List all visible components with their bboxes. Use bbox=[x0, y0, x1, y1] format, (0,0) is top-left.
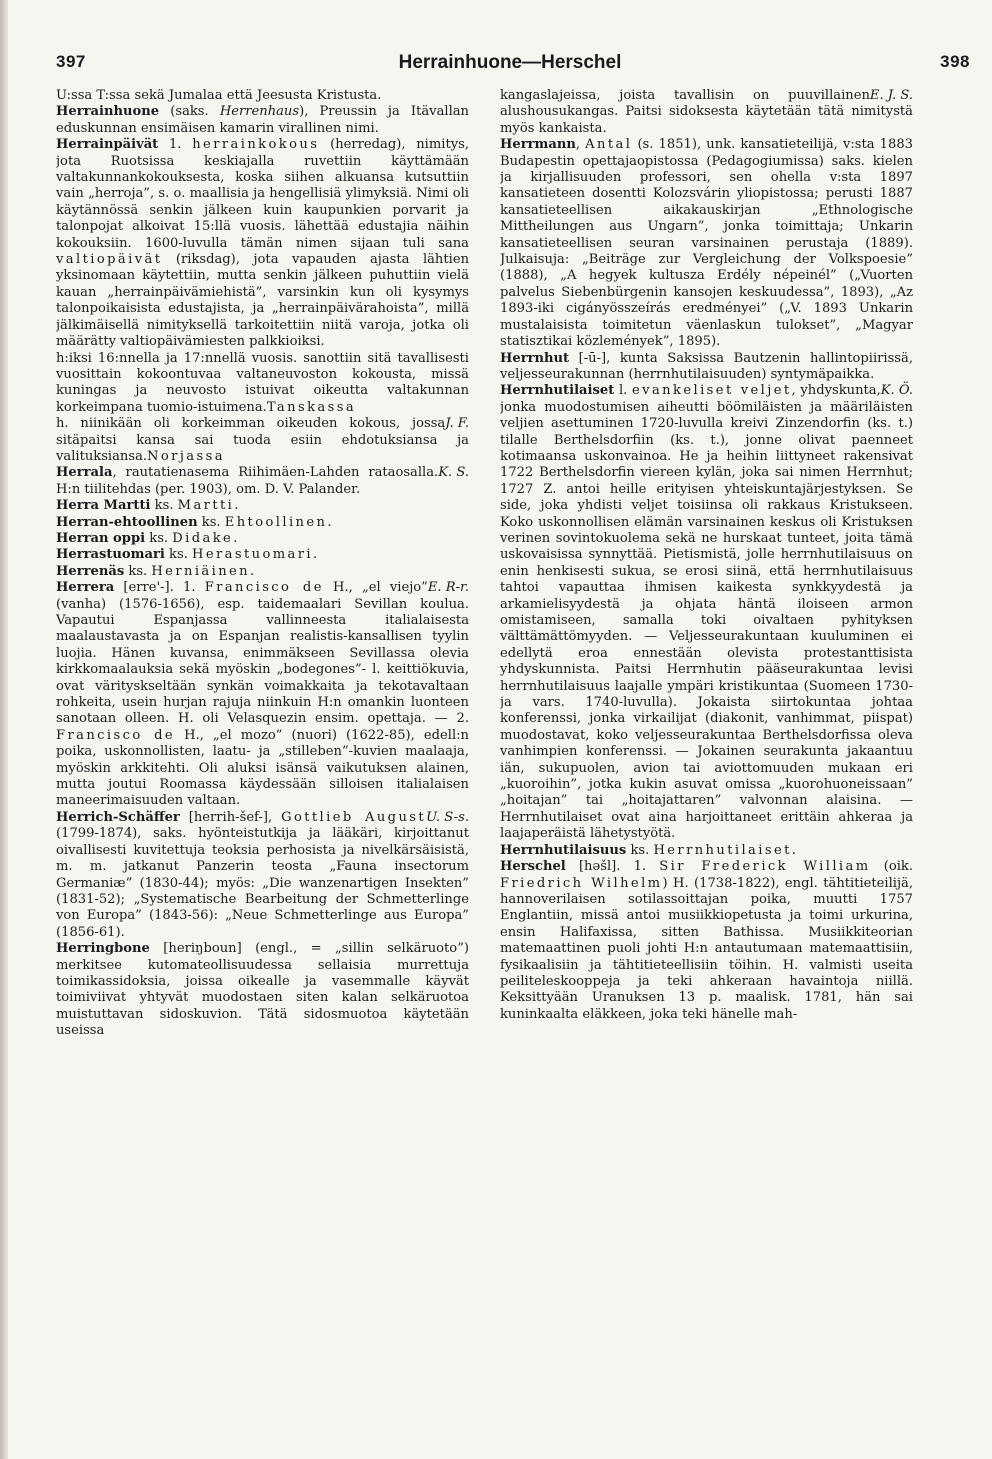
entry-paragraph bbox=[500, 843, 913, 859]
entry-signature: J. F. bbox=[445, 416, 469, 432]
entry-spaced-name: Herniäinen bbox=[151, 563, 251, 579]
entry-signature: E. J. S. bbox=[869, 88, 913, 103]
entry-text: , yhdyskunta, jonka muodostumisen aiheutti böömiläisten ja määriläisten veljien asettuminen 1720-luvulla kreivi Zinzendorfin (ks. t.) tilalle Berthelsdorfiin (ks. t.), jonne olivat paenneet kotimaansa uskonvainoa. He ja heihin liittyneet rakensivat 1722 Berthelsdorfin viereen kylän, joka sai nimen Herrnhut; 1727 Z. antoi heille erityisen yhteiskuntajärjestyksen. Se side, joka yhdisti veljet toisiinsa oli rakkaus Kristukseen. Koko uskonnollisen elämän varsinainen keskus oli Kristuksen verinen sovintokuolema sekä ne hurskaat tunteet, joita tämä uskovaisissa synnyttää. Pietismistä, jolle herrnhutilaisuus on enin henkisesti sukua, se erosi siinä, että herrnhutilaisuus tahtoi vapauttaa ihmisen kaikesta synkkyydestä ja arkamielisyydestä ja ohjata häntä iloiseen armon omistamiseen, samalla toki oivaltaen pyhityksen välttämättömyyden. — Veljesseurakuntaan kuuluminen ei edellytä eroa ennestään olevista protestanttisista yhdyskunnista. Paitsi Herrnhutin pääseurakuntaa levisi herrnhutilaisuus laajalle ympäri kristikuntaa (Suomeen 1730- ja vars. 1740-luvulla). Jokaista siirtokuntaa johtaa konferenssi, jonka virkailijat (diakonit, vanhimmat, piispat) muodostavat, koko veljesseurakuntaa Berthelsdorfissa oleva vanhimpien konferenssi. — Jokainen seurakunta jakaantuu iän, sukupuolen, avion tai aviottomuuden mukaan eri „kuoroihin”, jotka kukin asuvat omissa „kuorohuoneissaan” „hoitajan” tai „hoitajattaren” valvonnan alaisina. — Herrnhutilaiset ovat aina harjoittaneet erittäin ahkeraa ja laajaperäistä lähetystyötä. bbox=[500, 383, 913, 842]
entry-paragraph bbox=[56, 137, 469, 350]
entry-headword: Herrmann bbox=[500, 137, 576, 153]
entry-spaced-name: Friedrich Wilhelm bbox=[500, 875, 663, 891]
entry-paragraph bbox=[500, 859, 913, 1023]
entry-text: [herrih-šef-], bbox=[179, 809, 282, 825]
entry-spaced-name: valtiopäivät bbox=[56, 252, 163, 268]
entry-text: H., „el viejo” (vanha) (1576-1656), esp. taidemaalari Sevillan koulua. Vapautui Espanjassa vallinneesta italialaisesta maalaustavasta ja on Espanjan realistis-kansallisen tyylin luojia. Hänen kuvansa, enimmäkseen Sevillassa olevia kirkkomaalauksia sekä myöskin „bodegones”- l. keittiökuvia, ovat värityskseltään synkän voimakkaita ja tekotavaltaan rohkeita, usein hurjan rajuja niinkuin H:n omankin luonteen sanotaan olleen. H. oli Velasquezin ensim. opettaja. — 2. bbox=[56, 580, 469, 727]
entry-headword: Herringbone bbox=[56, 941, 150, 957]
entry-text: [heriŋboun] (engl., = „sillin selkäruoto”) merkitsee kutomateollisuudessa sellaisia murrettuja toimikassidoksia, joissa oikealle ja vasemmalle käyvät toimiviivat yhtyvät muodostaen siten kalan selkäruotoa muistuttavan sidoskuvion. Tätä sidosmuotoa käytetään useissa bbox=[56, 941, 469, 1039]
entry-text: ks. bbox=[197, 514, 225, 530]
entry-text: [erre'-]. 1. bbox=[114, 580, 205, 596]
entry-spaced-name: Sir Frederick William bbox=[659, 859, 871, 875]
entry-headword: Herrainpäivät bbox=[56, 137, 159, 153]
entry-text: ks. bbox=[145, 530, 173, 546]
entry-signature: E. R-r. bbox=[427, 580, 469, 596]
entry-text: kangaslajeissa, joista tavallisin on puuvillainen alushousukangas. Paitsi sidoksesta käytetään tätä nimitystä myös kankaista. bbox=[500, 88, 913, 136]
entry-text: h. niinikään oli korkeimman oikeuden kokous, jossa sitäpaitsi kansa sai tuoda esiin ehdotuksiansa ja valituksiansa. bbox=[56, 416, 469, 464]
entry-text: . bbox=[313, 547, 318, 563]
entry-text: (herredag), nimitys, jota Ruotsissa keskiajalla ruvettiin käyttämään valtakunnankokouksesta, koska siihen alkuansa kutsuttiin vain „herroja”, s. o. maallisia ja hengellisiä ylimyksiä. Nimi oli käytännössä senkin jälkeen kuin kaupunkien porvarit ja talonpojat alkoivat 15:llä vuosis. lähettää edustajia näihin kokouksiin. 1600-luvulla tämän nimen sijaan tuli sana bbox=[56, 137, 469, 251]
entry-text: (1799-1874), saks. hyönteistutkija ja lääkäri, kirjoittanut oivallisesti kuvitettuja teoksia perhosista ja nivelkärsäisistä, m. m. jatkanut Panzerin teosta „Fauna insectorum Germaniæ” (1830-44); myös: „Die wanzenartigen Insekten” (1831-52); „Systematische Bearbeitung der Schmetterlinge von Europa” (1843-56): „Neue Schmetterlinge aus Europa” (1856-61). bbox=[56, 826, 469, 940]
entry-text: ) H. (1738-1822), engl. tähtitieteilijä, hannoverilaisen sotilassoittajan poika, muutti 1757 Englantiin, missä antoi musiikkiopetusta ja toimi urkurina, ensin Halifaxissa, sitten Bathissa. Musiikkiteorian matemaattinen puoli johti H:n antautumaan matemaattisiin, fysikaalisiin ja tähtitieteellisiin töihin. H. valmisti useita peiliteleskooppeja ja teki ahkeraan havaintoja niillä. Keksittyään Uranuksen 13 p. maalisk. 1781, hän sai kuninkaalta eläkkeen, joka teki hänelle mah- bbox=[500, 875, 913, 1022]
entry-text: (s. 1851), unk. kansatieteilijä, v:sta 1883 Budapestin opettajaopistossa (Pedagogiumissa) saks. kielen ja kirjallisuuden professori, sen ohella v:sta 1897 kansatieteen dosentti Kolozsvárin yliopistossa; perusti 1887 kansatieteellisen aikakauskirjan „Ethnologische Mittheilungen aus Ungarn”, jonka toimittaja; Unkarin kansatieteellisen seuran varsinainen perustaja (1889). Julkaisuja: „Beiträge zur Vergleichung der Volkspoesie” (1888), „A hegyek kultusza Erdély népeinél” („Vuorten palvelus Siebenbürgenin kansojen keskuudessa”, 1893), „Az 1893-iki cigányösszeírás eredményei” („V. 1893 Unkarin mustalaisista toimitetun väenlaskun tulokset”, „Magyar statisztikai közlemények”, 1895). bbox=[500, 137, 913, 350]
entry-spaced-name: Herastuomari bbox=[192, 547, 314, 563]
right-page-number: 398 bbox=[940, 52, 970, 71]
entry-text: [-ū-], kunta Saksissa Bautzenin hallintopiirissä, veljesseurakunnan (herrnhutilaisuuden) syntymäpaikka. bbox=[500, 350, 913, 382]
running-title: Herrainhuone—Herschel bbox=[398, 52, 622, 73]
entry-paragraph bbox=[56, 465, 469, 498]
entry-paragraph bbox=[56, 351, 469, 417]
entry-signature: K. Ö. bbox=[880, 383, 913, 399]
page-edge-shadow bbox=[0, 0, 8, 1459]
left-column bbox=[56, 88, 469, 1444]
entry-paragraph bbox=[56, 531, 469, 547]
entry-text: ks. bbox=[124, 563, 152, 579]
entry-paragraph bbox=[500, 383, 913, 842]
entry-paragraph bbox=[56, 564, 469, 580]
entry-text: H., „el mozo” (nuori) (1622-85), edell:n poika, uskonnollisten, laatu- ja „stilleben”-kuvien maalaaja, myöskin arkkitehti. Oli aluksi isänsä vaikutuksen alainen, mutta joutui Roomassa käydessään silloisen italialaisen maneerimaisuuden valtaan. bbox=[56, 727, 469, 809]
entry-spaced-name: Martti bbox=[177, 498, 235, 514]
entry-paragraph bbox=[56, 515, 469, 531]
entry-text: l. bbox=[614, 383, 633, 399]
right-column bbox=[500, 88, 913, 1444]
entry-paragraph bbox=[500, 351, 913, 384]
entry-spaced-name: Herrnhutilaiset bbox=[653, 842, 792, 858]
entry-spaced-name: evankeliset veljet bbox=[632, 383, 792, 399]
entry-text: ks. bbox=[150, 498, 178, 514]
entry-spaced-name: Antal bbox=[585, 137, 633, 153]
entry-headword: Herrnhutilaiset bbox=[500, 383, 615, 399]
entry-headword: Herra Martti bbox=[56, 498, 151, 514]
entry-signature: K. S. bbox=[438, 465, 469, 481]
entry-headword: Herran-ehtoollinen bbox=[56, 514, 198, 530]
entry-headword: Herrera bbox=[56, 580, 115, 596]
entry-paragraph bbox=[56, 104, 469, 137]
entry-paragraph bbox=[56, 580, 469, 810]
entry-paragraph bbox=[56, 88, 469, 104]
entry-text: . bbox=[234, 498, 239, 514]
entry-headword: Herschel bbox=[500, 859, 566, 875]
entry-text: . bbox=[791, 842, 796, 858]
entry-paragraph bbox=[56, 547, 469, 563]
entry-headword: Herrala bbox=[56, 465, 113, 481]
entry-headword: Herrnhutilaisuus bbox=[500, 842, 627, 858]
entry-spaced-name: Tanskassa bbox=[266, 399, 357, 415]
entry-spaced-name: Ehtoollinen bbox=[224, 514, 328, 530]
entry-paragraph bbox=[56, 941, 469, 1039]
entry-text: 1. bbox=[158, 137, 193, 153]
entry-text: (saks. bbox=[159, 104, 220, 120]
entry-spaced-name: Gottlieb August bbox=[281, 809, 427, 825]
entry-text: h:iksi 16:nnella ja 17:nnellä vuosis. sanottiin sitä tavallisesti vuosittain kokoontuvaa valtaneuvoston kokousta, missä kuningas ja neuvosto istuivat oikeutta valtakunnan korkeimpana tuomio-istuimena. bbox=[56, 350, 469, 415]
entry-italic: Herrenhaus bbox=[219, 104, 300, 120]
entry-text: ks. bbox=[164, 547, 193, 563]
entry-text: (riksdag), jota vapauden ajasta lähtien yksinomaan käytettiin, mutta senkin jälkeen puhuttiin vielä kauan „herrainpäivämiehistä”, varsinkin kun oli kysymys talonpoikaisista edustajista, ja „herrainpäivärahoista”, millä jälkimäisellä nimityksellä tarkoitettiin niitä varoja, jotka oli määrätty valtiopäivämiesten palkkioiksi. bbox=[56, 252, 469, 350]
entry-headword: Herrastuomari bbox=[56, 547, 165, 563]
entry-text: ), Preussin ja Itävallan eduskunnan ensimäisen kamarin virallinen nimi. bbox=[56, 104, 469, 136]
entry-spaced-name: Francisco de bbox=[204, 580, 324, 596]
entry-spaced-name: Didake bbox=[172, 530, 234, 546]
entry-text: U:ssa T:ssa sekä Jumalaa että Jeesusta Kristusta. bbox=[56, 88, 382, 103]
entry-spaced-name: Norjassa bbox=[147, 448, 225, 464]
entry-text: . bbox=[233, 530, 238, 546]
entry-headword: Herrenäs bbox=[56, 563, 125, 579]
entry-text: ks. bbox=[626, 842, 654, 858]
entry-text: [hǝšl]. 1. bbox=[565, 859, 660, 875]
entry-spaced-name: Francisco de bbox=[56, 727, 176, 743]
entry-signature: U. S-s. bbox=[426, 809, 469, 825]
entry-paragraph bbox=[500, 137, 913, 350]
entry-paragraph bbox=[56, 498, 469, 514]
entry-text: , rautatienasema Riihimäen-Lahden rataosalla. H:n tiilitehdas (per. 1903), om. D. V. Palander. bbox=[56, 465, 439, 497]
entry-headword: Herran oppi bbox=[56, 530, 146, 546]
left-page-number: 397 bbox=[56, 52, 86, 71]
entry-text: (oik. bbox=[870, 859, 913, 875]
entry-text: . bbox=[250, 563, 255, 579]
entry-spaced-name: herrainkokous bbox=[192, 137, 320, 153]
entry-headword: Herrich-Schäffer bbox=[56, 809, 180, 825]
running-header bbox=[46, 52, 974, 78]
entry-paragraph bbox=[500, 88, 913, 137]
entry-headword: Herrnhut bbox=[500, 350, 570, 366]
entry-text: . bbox=[327, 514, 332, 530]
entry-headword: Herrainhuone bbox=[56, 104, 160, 120]
entry-paragraph bbox=[56, 416, 469, 465]
entry-paragraph bbox=[56, 810, 469, 941]
entry-text: , bbox=[575, 137, 586, 153]
